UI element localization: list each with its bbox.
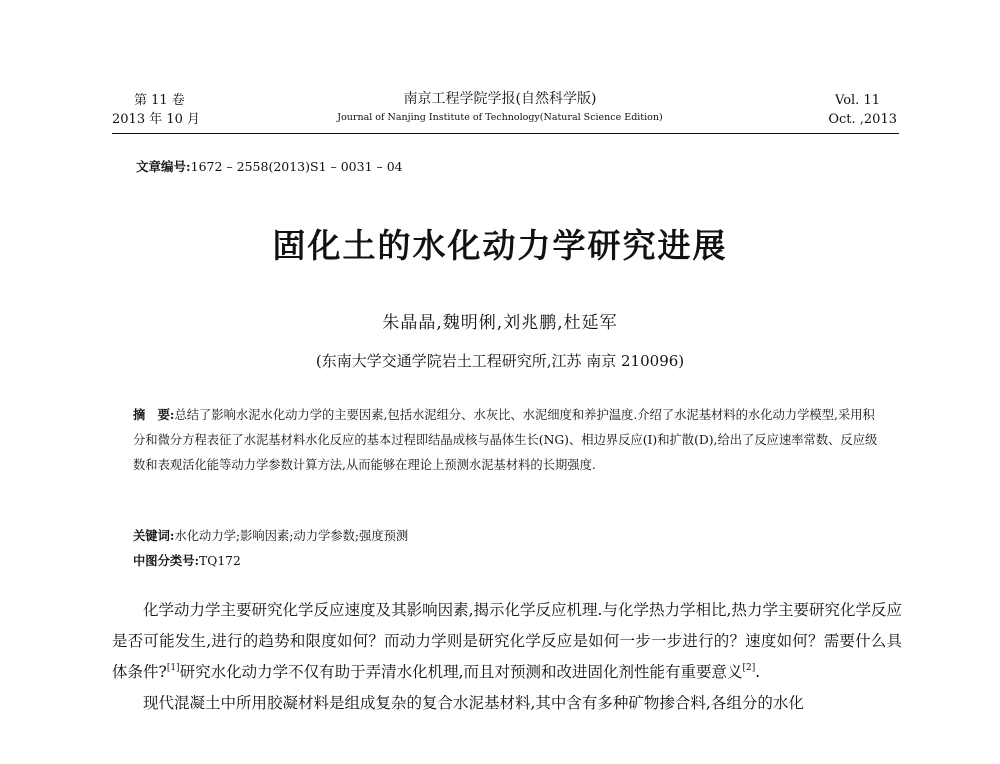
body-paragraph-2 <box>112 688 902 719</box>
body-text <box>112 595 902 719</box>
header-rule <box>112 133 899 134</box>
citation-2: [2] <box>742 663 756 673</box>
body-paragraph-1 <box>112 595 902 688</box>
header-journal-en: Journal of Nanjing Institute of Technology(Natural Science Edition) <box>337 112 663 123</box>
page-title: 固化土的水化动力学研究进展 <box>272 226 728 265</box>
body-p2: 现代混凝土中所用胶凝材料是组成复杂的复合水泥基材料,其中含有多种矿物掺合料,各组分的水化 <box>143 694 804 712</box>
header-date-en: Oct. ,2013 <box>828 112 897 127</box>
header-journal-cn: 南京工程学院学报(自然科学版) <box>403 91 597 107</box>
article-number <box>136 157 403 175</box>
article-number-label: 文章编号: <box>136 159 191 174</box>
citation-1: [1] <box>166 663 180 673</box>
abstract <box>133 402 883 478</box>
header-volume-en: Vol. 11 <box>835 93 880 108</box>
header-date: 2013 年 10 月 <box>112 112 201 127</box>
body-p1-part-a: 化学动力学主要研究化学反应速度及其影响因素,揭示化学反应机理.与化学热力学相比,热力学主要研究化学反应是否可能发生,进行的趋势和限度如何？而动力学则是研究化学反应是如何一步一步进行的？速度如何？需要什么具体条件? <box>112 601 902 681</box>
keywords-label: 关键词: <box>133 528 175 543</box>
article-number-value: 1672 – 2558(2013)S1 – 0031 – 04 <box>190 159 403 174</box>
classification-value: TQ172 <box>199 554 241 568</box>
body-p1-part-c: . <box>755 663 761 681</box>
classification-label: 中图分类号: <box>133 553 200 568</box>
abstract-text: 总结了影响水泥水化动力学的主要因素,包括水泥组分、水灰比、水泥细度和养护温度.介绍了水泥基材料的水化动力学模型,采用积分和微分方程表征了水泥基材料水化反应的基本过程即结晶成核与晶体生长(NG)、相边界反应(I)和扩散(D),给出了反应速率常数、反应级数和表观活化能等动力学参数计算方法,从而能够在理论上预测水泥基材料的长期强度. <box>133 408 878 472</box>
affiliation: (东南大学交通学院岩土工程研究所,江苏 南京 210096) <box>315 352 685 370</box>
abstract-label: 摘 要: <box>133 407 175 422</box>
header-volume: 第 11 卷 <box>134 93 185 108</box>
body-p1-part-b: 研究水化动力学不仅有助于弄清水化机理,而且对预测和改进固化剂性能有重要意义 <box>179 663 743 681</box>
classification <box>133 551 241 569</box>
authors: 朱晶晶,魏明俐,刘兆鹏,杜延军 <box>382 313 618 333</box>
keywords-value: 水化动力学;影响因素;动力学参数;强度预测 <box>174 529 409 543</box>
keywords <box>133 526 408 544</box>
